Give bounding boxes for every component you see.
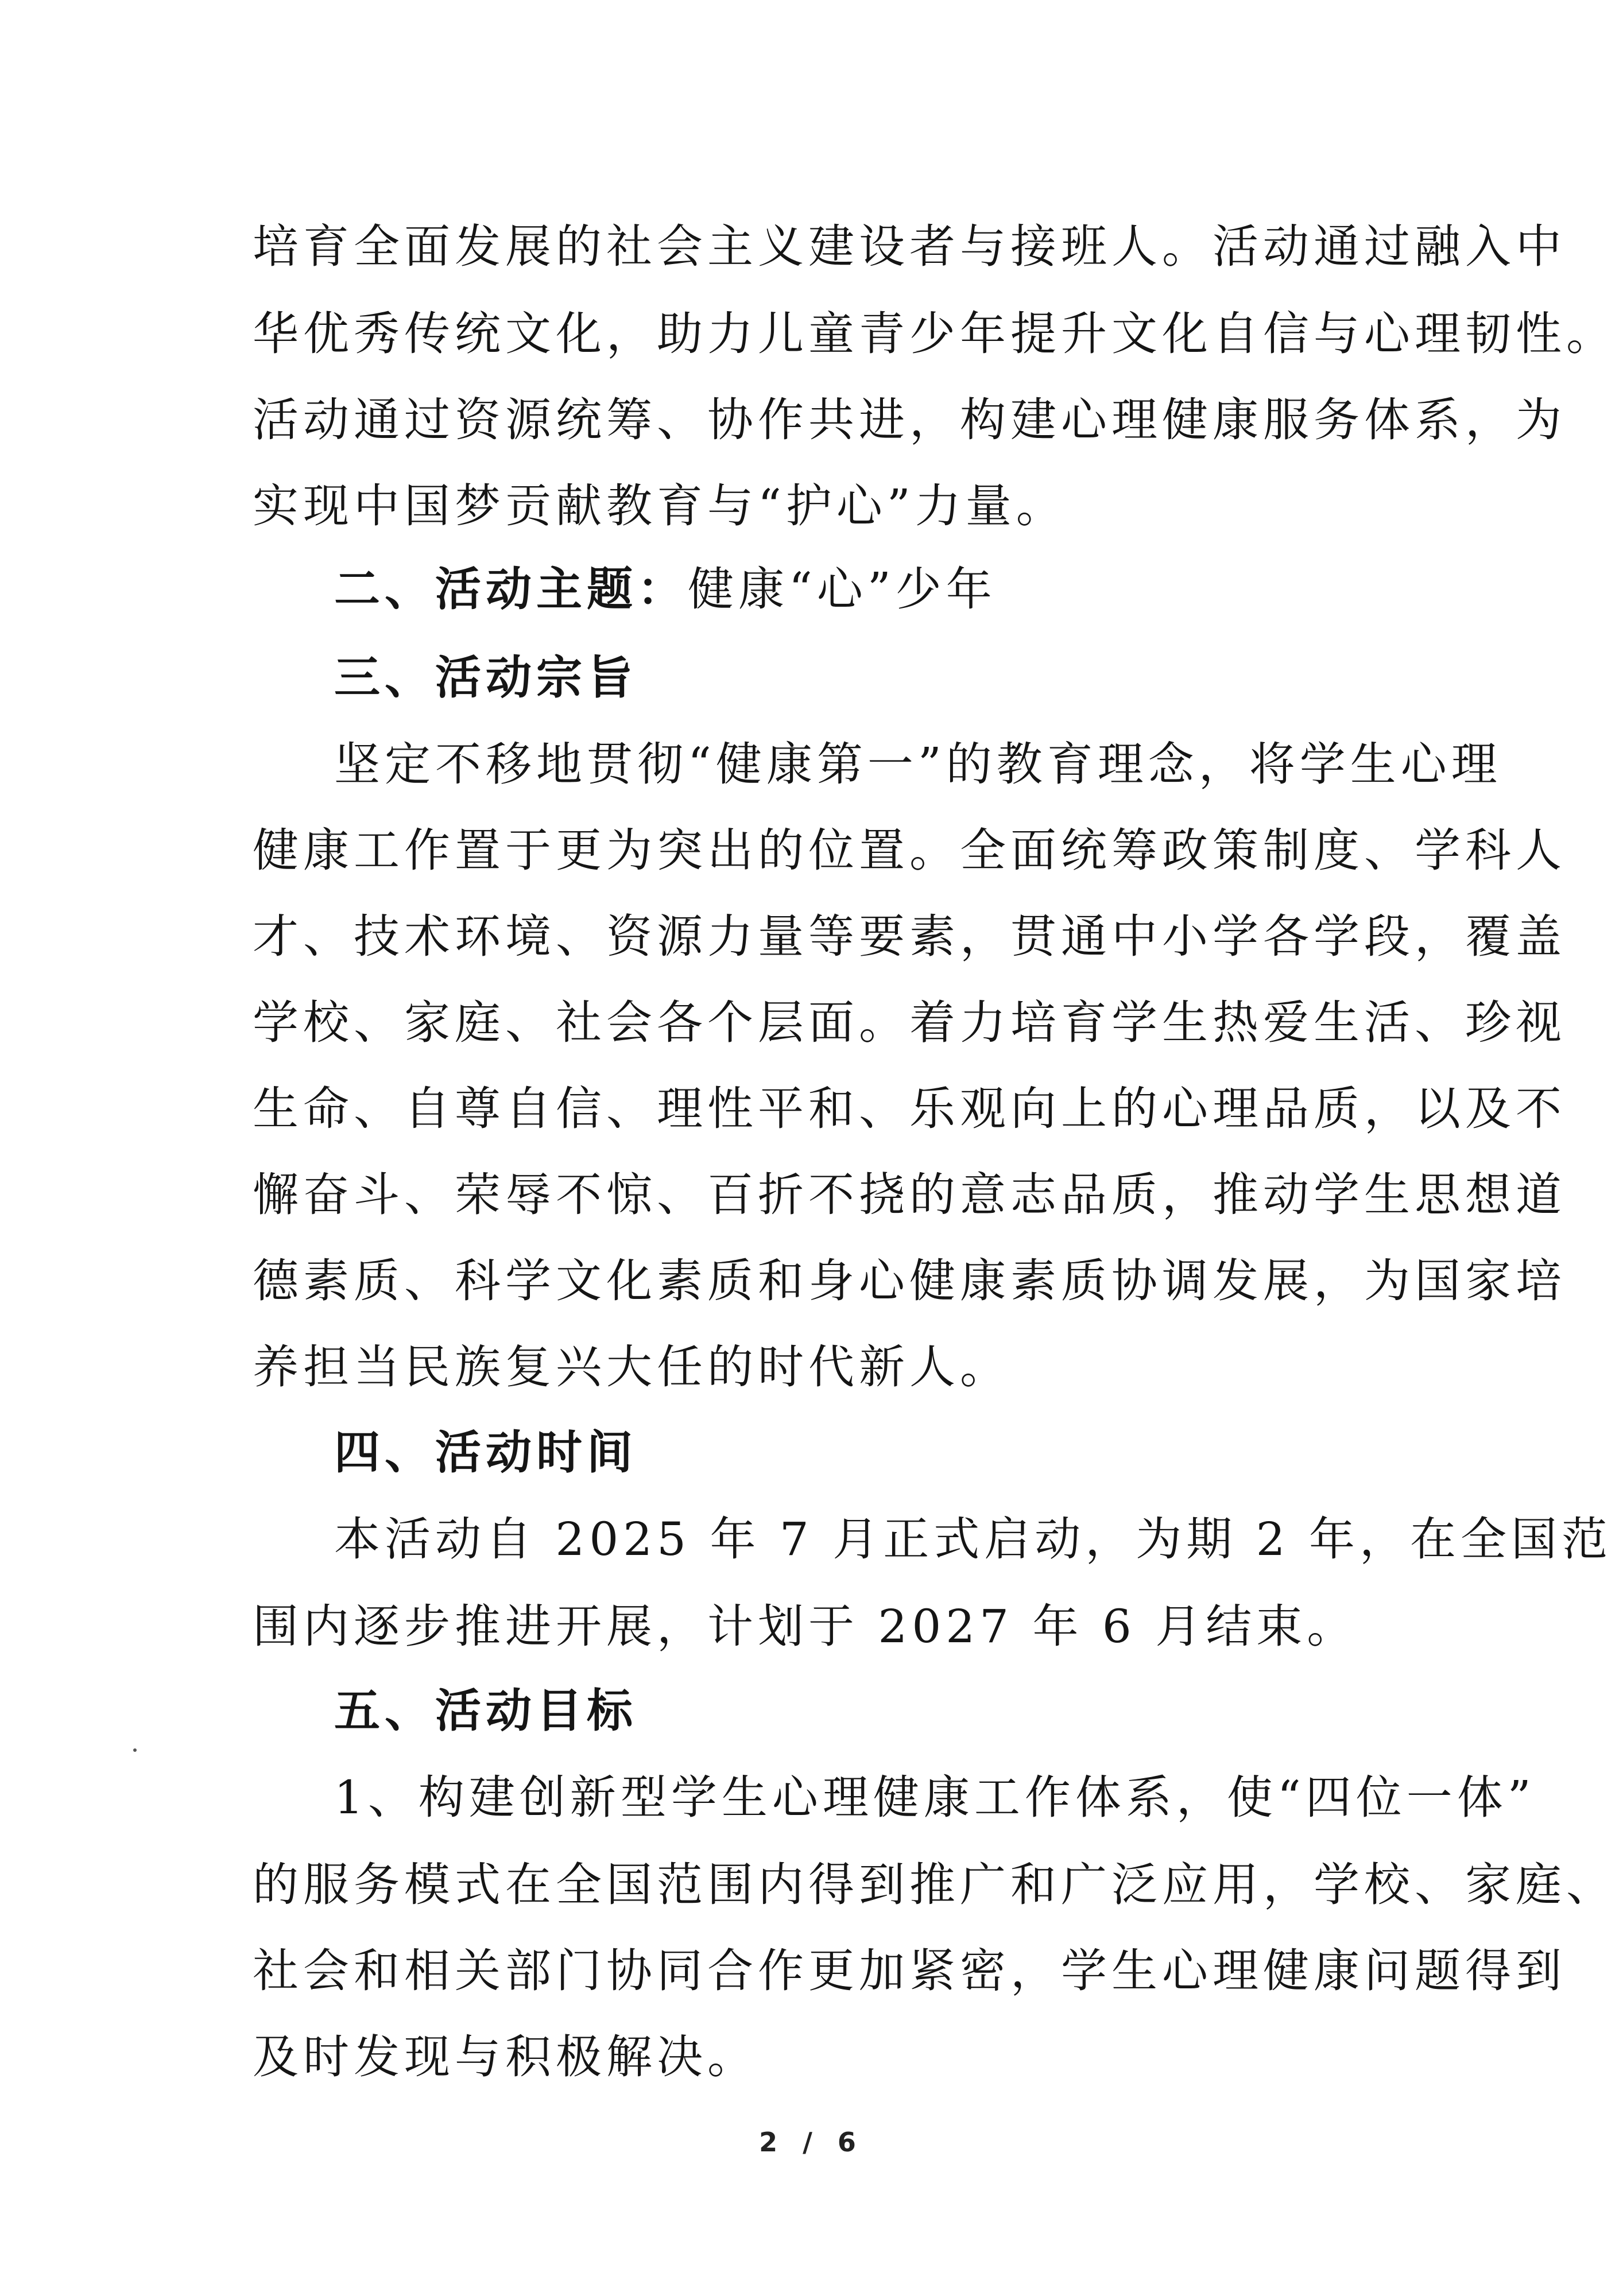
paragraph-line: 1、构建创新型学生心理健康工作体系，使“四位一体” (334, 1771, 1536, 1824)
paragraph-line: 德素质、科学文化素质和身心健康素质协调发展，为国家培 (253, 1254, 1566, 1308)
paragraph-line: 的服务模式在全国范围内得到推广和广泛应用，学校、家庭、 (253, 1858, 1617, 1911)
section-heading-time: 四、活动时间 (334, 1425, 637, 1479)
section-theme-value: 健康“心”少年 (688, 563, 997, 616)
paragraph-line: 生命、自尊自信、理性平和、乐观向上的心理品质，以及不 (253, 1082, 1566, 1135)
page-number: 2 / 6 (759, 2127, 864, 2158)
paragraph-line: 懈奋斗、荣辱不惊、百折不挠的意志品质，推动学生思想道 (253, 1168, 1566, 1221)
paragraph-line: 培育全面发展的社会主义建设者与接班人。活动通过融入中 (253, 220, 1566, 273)
paragraph-line: 华优秀传统文化，助力儿童青少年提升文化自信与心理韧性。 (253, 307, 1617, 360)
paragraph-line: 社会和相关部门协同合作更加紧密，学生心理健康问题得到 (253, 1944, 1566, 1998)
paragraph-line: 健康工作置于更为突出的位置。全面统筹政策制度、学科人 (253, 824, 1566, 877)
paragraph-line: 坚定不移地贯彻“健康第一”的教育理念，将学生心理 (334, 738, 1502, 791)
paragraph-line: 实现中国梦贡献教育与“护心”力量。 (253, 479, 1067, 533)
paragraph-line: 才、技术环境、资源力量等要素，贯通中小学各学段，覆盖 (253, 910, 1566, 963)
section-heading-label: 二、活动主题： (334, 562, 688, 616)
paragraph-line: 学校、家庭、社会各个层面。着力培育学生热爱生活、珍视 (253, 996, 1566, 1049)
section-heading-purpose: 三、活动宗旨 (334, 650, 637, 704)
paragraph-line: 养担当民族复兴大任的时代新人。 (253, 1340, 1010, 1394)
paragraph-line: 及时发现与积极解决。 (253, 2030, 758, 2084)
section-heading-goals: 五、活动目标 (334, 1684, 637, 1737)
paragraph-line: 本活动自 2025 年 7 月正式启动，为期 2 年，在全国范 (334, 1512, 1612, 1566)
scan-speck (133, 1748, 137, 1752)
paragraph-line: 活动通过资源统筹、协作共进，构建心理健康服务体系，为 (253, 393, 1566, 447)
section-heading-theme (334, 560, 997, 618)
paragraph-line: 围内逐步推进开展，计划于 2027 年 6 月结束。 (253, 1600, 1358, 1653)
